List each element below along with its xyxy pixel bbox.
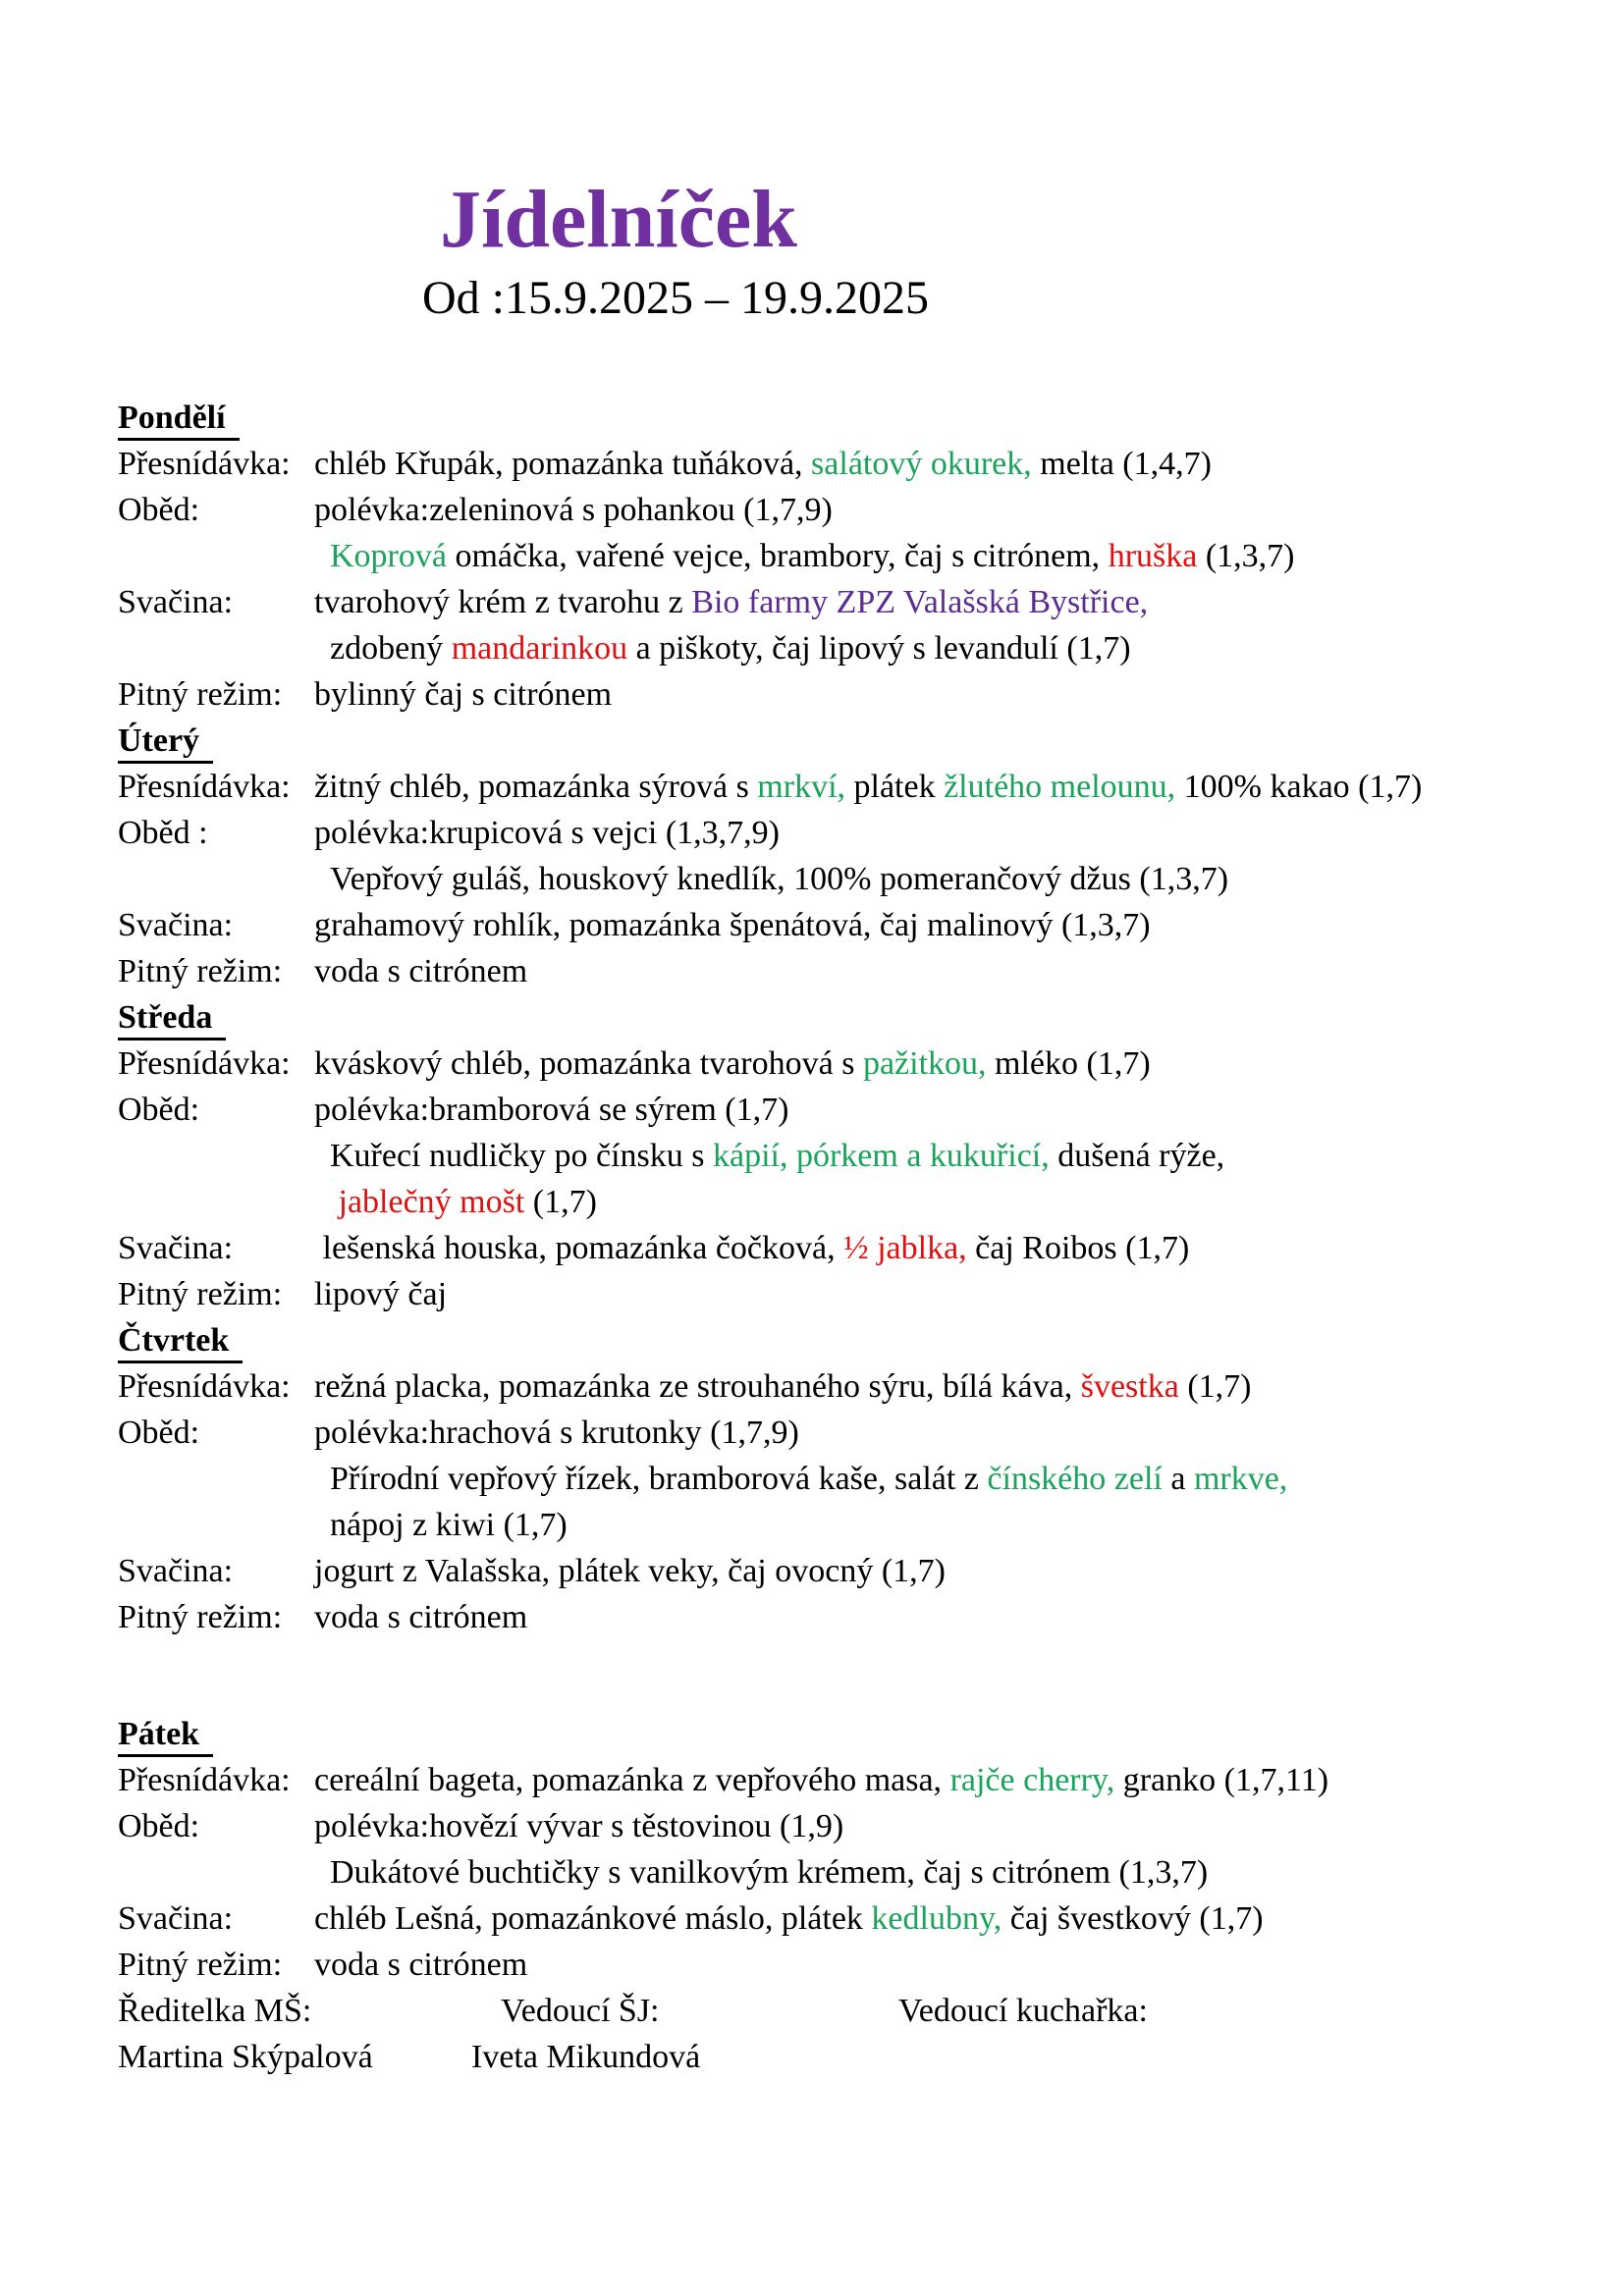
text-segment: ½ jablka, [843, 1229, 967, 1266]
text-segment: jablečný mošt [338, 1183, 525, 1220]
meal-text [314, 1548, 946, 1594]
text-segment: žitný chléb, pomazánka sýrová s [314, 768, 758, 805]
meal-text [314, 1041, 1151, 1087]
meal-label [118, 1179, 314, 1225]
meal-text [314, 533, 1295, 579]
text-segment: tvarohový krém z tvarohu z [314, 583, 692, 620]
menu-line [118, 1896, 1608, 1942]
meal-label: Přesnídávka: [118, 445, 291, 482]
meal-label: Pitný režim: [118, 952, 283, 989]
menu-line [118, 1942, 1608, 1988]
meal-text [314, 856, 1228, 902]
text-segment: plátek [845, 768, 945, 805]
text-segment: švestka [1080, 1367, 1179, 1405]
meal-label: Pitný režim: [118, 675, 283, 713]
meal-text [314, 625, 1131, 671]
text-segment: a piškoty, čaj lipový s levandulí (1,7) [627, 629, 1131, 667]
text-segment: Koprová [330, 537, 447, 574]
day-heading: Pondělí [118, 399, 240, 441]
text-segment: voda s citrónem [314, 1946, 528, 1983]
text-segment: polévka:hrachová s krutonky (1,7,9) [314, 1414, 799, 1451]
meal-label: Přesnídávka: [118, 768, 291, 805]
meal-label: Svačina: [118, 906, 234, 943]
text-segment: 100% kakao (1,7) [1175, 768, 1423, 805]
meal-text [314, 1502, 568, 1548]
meal-label: Přesnídávka: [118, 1761, 291, 1798]
menu-line [118, 1803, 1608, 1849]
text-segment: kedlubny, [871, 1899, 1002, 1937]
text-segment: čaj Roibos (1,7) [966, 1229, 1190, 1266]
menu-line [118, 1363, 1608, 1410]
menu-line [118, 1087, 1608, 1133]
meal-text [314, 487, 833, 533]
meal-label: Oběd: [118, 1414, 200, 1451]
meal-label [118, 1133, 314, 1179]
menu-line [118, 1179, 1608, 1225]
meal-text [314, 1757, 1328, 1803]
menu-line [118, 625, 1608, 671]
page-title: Jídelníček [440, 174, 798, 265]
meal-label [118, 625, 314, 671]
text-segment: mléko (1,7) [986, 1044, 1151, 1082]
text-segment: žlutého melounu, [944, 768, 1176, 805]
meal-label: Přesnídávka: [118, 1367, 291, 1405]
day-section [118, 994, 1608, 1317]
meal-label: Oběd: [118, 1091, 200, 1128]
meal-text [314, 1363, 1251, 1410]
text-segment: kváskový chléb, pomazánka tvarohová s [314, 1044, 863, 1082]
text-segment: granko (1,7,11) [1114, 1761, 1329, 1798]
day-section [118, 718, 1608, 994]
text-segment: lipový čaj [314, 1275, 448, 1312]
meal-label: Oběd : [118, 814, 208, 851]
names-row [118, 2034, 1608, 2080]
signature-label-director: Ředitelka MŠ: [118, 1992, 312, 2029]
text-segment: lešenská houska, pomazánka čočková, [314, 1229, 844, 1266]
day-section [118, 395, 1608, 718]
text-segment: melta (1,4,7) [1031, 445, 1212, 482]
text-segment: zdobený [330, 629, 452, 667]
menu-line [118, 579, 1608, 625]
text-segment: (1,7) [1178, 1367, 1252, 1405]
menu-line [118, 902, 1608, 948]
meal-label: Svačina: [118, 1552, 234, 1589]
menu-line [118, 1548, 1608, 1594]
meal-text [314, 1271, 447, 1317]
meal-text [314, 1133, 1224, 1179]
text-segment: grahamový rohlík, pomazánka špenátová, čaj malinový (1,3,7) [314, 906, 1151, 943]
text-segment: cereální bageta, pomazánka z vepřového masa, [314, 1761, 950, 1798]
text-segment: polévka:krupicová s vejci (1,3,7,9) [314, 814, 780, 851]
day-heading: Pátek [118, 1715, 213, 1757]
meal-label: Svačina: [118, 583, 234, 620]
meal-text [314, 1849, 1208, 1896]
menu-line [118, 856, 1608, 902]
menu-line [118, 948, 1608, 994]
signature-name-director: Martina Skýpalová [118, 2038, 373, 2075]
text-segment: pažitkou, [862, 1044, 987, 1082]
menu-line [118, 1133, 1608, 1179]
meal-label [118, 1456, 314, 1502]
meal-text [314, 810, 780, 856]
text-segment: čaj švestkový (1,7) [1001, 1899, 1264, 1937]
menu-line [118, 533, 1608, 579]
text-segment: mrkví, [757, 768, 846, 805]
meal-text [314, 1179, 597, 1225]
signature-label-head-cook: Vedoucí kuchařka: [898, 1992, 1148, 2029]
meal-text [314, 902, 1151, 948]
text-segment: hruška [1108, 537, 1198, 574]
text-segment: Přírodní vepřový řízek, bramborová kaše, salát z [330, 1460, 988, 1497]
text-segment: (1,7) [524, 1183, 597, 1220]
menu-line [118, 1225, 1608, 1271]
text-segment: režná placka, pomazánka ze strouhaného sýru, bílá káva, [314, 1367, 1081, 1405]
meal-label: Pitný režim: [118, 1275, 283, 1312]
text-segment: Dukátové buchtičky s vanilkovým krémem, čaj s citrónem (1,3,7) [330, 1853, 1209, 1891]
menu-line [118, 1849, 1608, 1896]
text-segment: voda s citrónem [314, 952, 528, 989]
text-segment: voda s citrónem [314, 1598, 528, 1635]
signature-label-canteen-head: Vedoucí ŠJ: [501, 1992, 660, 2029]
meal-label: Pitný režim: [118, 1946, 283, 1983]
text-segment: rajče cherry, [949, 1761, 1115, 1798]
text-segment: mandarinkou [451, 629, 628, 667]
meal-label: Svačina: [118, 1899, 234, 1937]
menu-line [118, 1041, 1608, 1087]
menu-line [118, 1594, 1608, 1640]
date-range: Od :15.9.2025 – 19.9.2025 [422, 272, 929, 325]
menu-line [118, 810, 1608, 856]
meal-label: Svačina: [118, 1229, 234, 1266]
meal-text [314, 1942, 527, 1988]
text-segment: kápií, pórkem a kukuřicí, [713, 1137, 1050, 1174]
text-segment: polévka:bramborová se sýrem (1,7) [314, 1091, 789, 1128]
text-segment: čínského zelí [987, 1460, 1163, 1497]
signature-block [118, 1988, 1608, 2080]
meal-label [118, 856, 314, 902]
menu-line [118, 441, 1608, 487]
text-segment [330, 1184, 339, 1220]
signature-name-canteen-head: Iveta Mikundová [471, 2038, 701, 2075]
day-section [118, 1317, 1608, 1640]
meal-text [314, 671, 612, 718]
text-segment: polévka:hovězí vývar s těstovinou (1,9) [314, 1807, 844, 1844]
meal-text [314, 1225, 1189, 1271]
text-segment: mrkve, [1193, 1460, 1288, 1497]
text-segment: jogurt z Valašska, plátek veky, čaj ovocný (1,7) [314, 1552, 946, 1589]
text-segment: bylinný čaj s citrónem [314, 675, 613, 713]
meal-text [314, 1087, 788, 1133]
meal-label: Pitný režim: [118, 1598, 283, 1635]
menu-line [118, 1410, 1608, 1456]
text-segment: omáčka, vařené vejce, brambory, čaj s citrónem, [446, 537, 1109, 574]
text-segment: (1,3,7) [1197, 537, 1295, 574]
meal-label [118, 533, 314, 579]
meal-text [314, 441, 1212, 487]
menu-line [118, 1757, 1608, 1803]
text-segment: Bio farmy ZPZ Valašská Bystřice, [691, 583, 1149, 620]
menu-line [118, 671, 1608, 718]
menu-line [118, 1456, 1608, 1502]
meal-label: Oběd: [118, 1807, 200, 1844]
meal-label: Přesnídávka: [118, 1044, 291, 1082]
text-segment: nápoj z kiwi (1,7) [330, 1506, 568, 1543]
day-heading: Středa [118, 998, 226, 1041]
menu-line [118, 1271, 1608, 1317]
menu-line [118, 764, 1608, 810]
text-segment: polévka:zeleninová s pohankou (1,7,9) [314, 491, 833, 528]
text-segment: chléb Lešná, pomazánkové máslo, plátek [314, 1899, 872, 1937]
meal-text [314, 948, 527, 994]
meal-text [314, 579, 1148, 625]
text-segment: a [1162, 1460, 1194, 1497]
menu-days [118, 395, 1608, 1988]
menu-line [118, 1502, 1608, 1548]
meal-label [118, 1502, 314, 1548]
day-heading: Úterý [118, 721, 213, 764]
menu-line [118, 487, 1608, 533]
text-segment: Vepřový guláš, houskový knedlík, 100% pomerančový džus (1,3,7) [330, 860, 1229, 897]
meal-label [118, 1849, 314, 1896]
text-segment: chléb Křupák, pomazánka tuňáková, [314, 445, 812, 482]
meal-text [314, 1456, 1287, 1502]
meal-label: Oběd: [118, 491, 200, 528]
text-segment: Kuřecí nudličky po čínsku s [330, 1137, 713, 1174]
meal-text [314, 1896, 1264, 1942]
text-segment: dušená rýže, [1049, 1137, 1225, 1174]
text-segment: salátový okurek, [811, 445, 1032, 482]
day-section [118, 1711, 1608, 1988]
meal-text [314, 1803, 843, 1849]
meal-text [314, 764, 1422, 810]
meal-text [314, 1410, 799, 1456]
meal-text [314, 1594, 527, 1640]
signature-row [118, 1988, 1608, 2034]
day-heading: Čtvrtek [118, 1321, 243, 1363]
